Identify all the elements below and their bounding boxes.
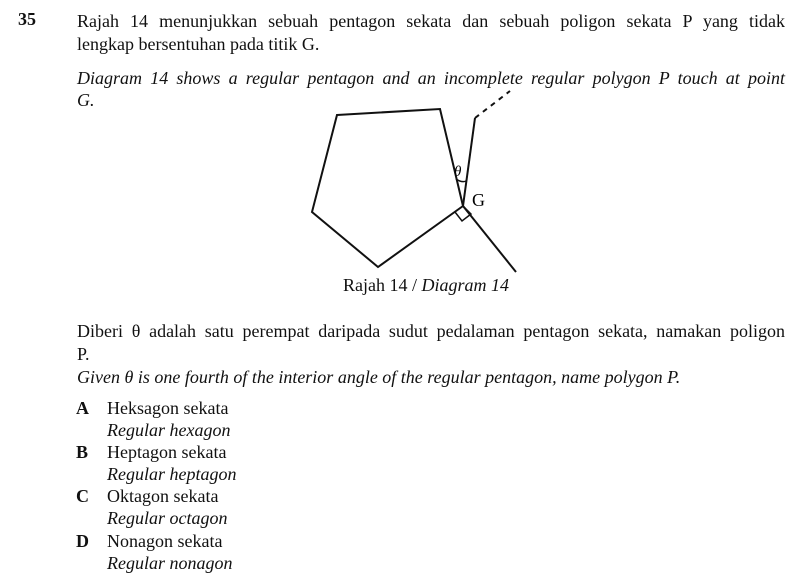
point-g-label: G <box>472 190 485 210</box>
option-a-english[interactable]: Regular hexagon <box>107 420 231 440</box>
diagram-caption-malay: Rajah 14 / <box>343 275 422 295</box>
option-b-malay[interactable]: Heptagon sekata <box>107 442 227 462</box>
question-text-malay-line2: lengkap bersentuhan pada titik G. <box>77 34 320 54</box>
option-c-malay[interactable]: Oktagon sekata <box>107 486 219 506</box>
theta-label: θ <box>454 164 462 180</box>
question-text-english-line1: Diagram 14 shows a regular pentagon and an incomplete regular polygon P touch at point <box>77 68 785 88</box>
diagram-caption <box>343 275 509 296</box>
diagram-caption-english: Diagram 14 <box>421 275 510 295</box>
option-b-english[interactable]: Regular heptagon <box>107 464 237 484</box>
option-a-letter[interactable]: A <box>76 398 89 418</box>
given-text-english: Given θ is one fourth of the interior angle of the regular pentagon, name polygon P. <box>77 367 681 387</box>
option-d-malay[interactable]: Nonagon sekata <box>107 531 223 551</box>
polygon-p-edge-lower <box>463 206 516 272</box>
option-c-letter[interactable]: C <box>76 486 89 506</box>
regular-pentagon <box>312 109 463 267</box>
question-text-english-line2: G. <box>77 90 95 110</box>
given-text-malay-line1: Diberi θ adalah satu perempat daripada sudut pedalaman pentagon sekata, namakan poligon <box>77 321 785 341</box>
option-c-english[interactable]: Regular octagon <box>107 508 228 528</box>
question-text-malay-line1: Rajah 14 menunjukkan sebuah pentagon sekata dan sebuah poligon sekata P yang tidak <box>77 11 785 31</box>
diagram-14 <box>300 88 540 278</box>
option-d-english[interactable]: Regular nonagon <box>107 553 233 573</box>
option-b-letter[interactable]: B <box>76 442 89 462</box>
polygon-p-dashed-edge <box>475 91 510 118</box>
option-d-letter[interactable]: D <box>76 531 89 551</box>
question-number: 35 <box>18 9 36 29</box>
option-a-malay[interactable]: Heksagon sekata <box>107 398 229 418</box>
given-text-malay-line2: P. <box>77 344 90 364</box>
